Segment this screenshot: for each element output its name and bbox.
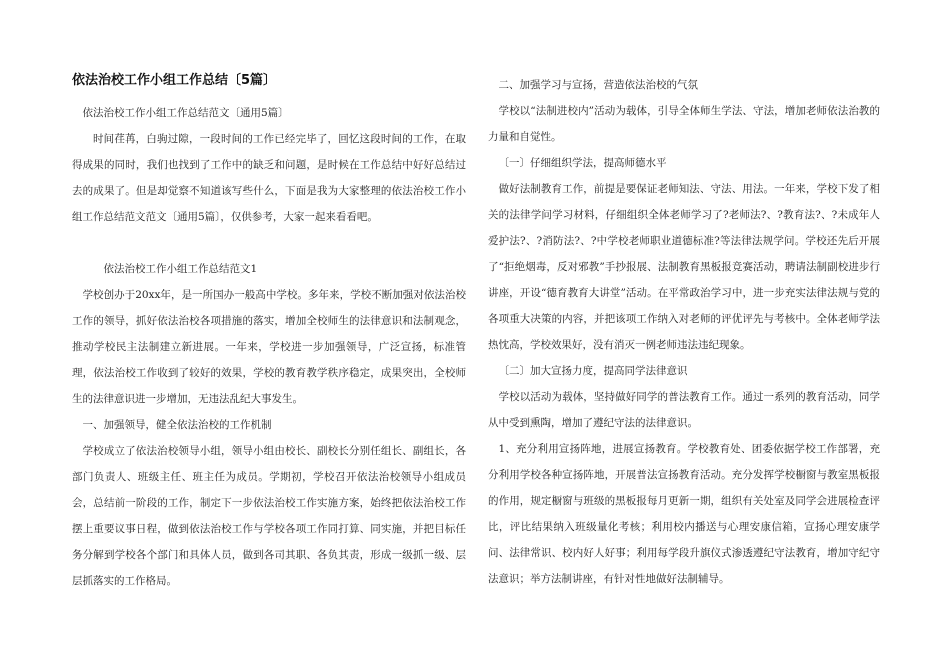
paragraph-activity: 学校以“法制进校内”活动为载体，引导全体师生学法、守法，增加老师依法治教的力量和自觉性。	[488, 105, 880, 143]
left-column	[72, 72, 466, 594]
paragraph-teacher-law: 做好法制教育工作，前提是要保证老师知法、守法、用法。一年来，学校下发了相关的法律学问学习材料，仔细组织全体老师学习了?老师法?、?教育法?、?未成年人爱护法?、?消防法?、?中学校老师职业道德标准?等法律法规学问。学校还先后开展了“拒绝烟毒，反对邪教”手抄报展、法制教育黑板报竞赛活动，聘请法制副校进步行讲座，开设“德育教育大讲堂”活动。在平常政治学习中，进一步充实法律法规与党的各项重大决策的内容，并把该项工作纳入对老师的评优评先与考核中。全体老师学法热忱高，学校效果好，没有消灭一例老师违法违纪现象。	[488, 183, 880, 351]
subheading-2: 〔二〕加大宣扬力度，提高同学法律意识	[498, 365, 688, 377]
paragraph-leadership: 学校成立了依法治校领导小组，领导小组由校长、副校长分别任组长、副组长，各部门负责人、班级主任、班主任为成员。学期初，学校召开依法治校领导小组成员会，总结前一阶段的工作，制定下一步依法治校工作实施方案，始终把依法治校工作摆上重要议事日程，做到依法治校工作与学校各项工作同打算、同实施，并把目标任务分解到学校各个部门和具体人员，做到各司其职、各负其责，形成一级抓一级、层层抓落实的工作格局。	[72, 445, 466, 587]
section-heading-2: 二、加强学习与宣扬，营造依法治校的气氛	[498, 79, 698, 91]
section-heading-1: 一、加强领导，健全依法治校的工作机制	[82, 419, 272, 431]
paragraph-school-overview: 学校创办于20xx年，是一所国办一般高中学校。多年来，学校不断加强对依法治校工作的领导，抓好依法治校各项措施的落实，增加全校师生的法律意识和法制观念，推动学校民主法制建立新进展。一年来，学校进一步加强领导，广泛宣扬，标准管理，依法治校工作收到了较好的效果，学校的教育教学秩序稳定，成果突出，全校师生的法律意识进一步增加，无违法乱纪大事发生。	[72, 289, 466, 405]
paragraph-publicity: 1、充分利用宣扬阵地，进展宣扬教育。学校教育处、团委依据学校工作部署，充分利用学校各种宣扬阵地，开展普法宣扬教育活动。充分发挥学校橱窗与教室黑板报的作用，规定橱窗与班级的黑板报每月更新一期，组织有关处室及同学会进展检查评比，评比结果纳入班级量化考核；利用校内播送与心理安康信箱，宣扬心理安康学问、法律常识、校内好人好事；利用每学段升旗仪式渗透遵纪守法教育，增加守纪守法意识；举方法制讲座，有针对性地做好法制辅导。	[488, 443, 880, 585]
document-title: 依法治校工作小组工作总结〔5篇〕	[72, 73, 277, 88]
subheading-1: 〔一〕仔细组织学法，提高师德水平	[498, 157, 667, 169]
document-subtitle: 依法治校工作小组工作总结范文〔通用5篇〕	[82, 107, 289, 119]
article-heading: 依法治校工作小组工作总结范文1	[103, 263, 258, 275]
right-column	[488, 72, 880, 592]
intro-paragraph: 时间荏苒，白驹过隙，一段时间的工作已经完毕了，回忆这段时间的工作，在取得成果的同时，我们也找到了工作中的缺乏和问题，是时候在工作总结中好好总结过去的成果了。但是却觉察不知道该写些什么，下面是我为大家整理的依法治校工作小组工作总结范文范文〔通用5篇〕，仅供参考，大家一起来看看吧。	[72, 133, 466, 223]
paragraph-student-law: 学校以活动为载体，坚持做好同学的普法教育工作。通过一系列的教育活动，同学从中受到熏陶，增加了遵纪守法的法律意识。	[488, 391, 880, 429]
